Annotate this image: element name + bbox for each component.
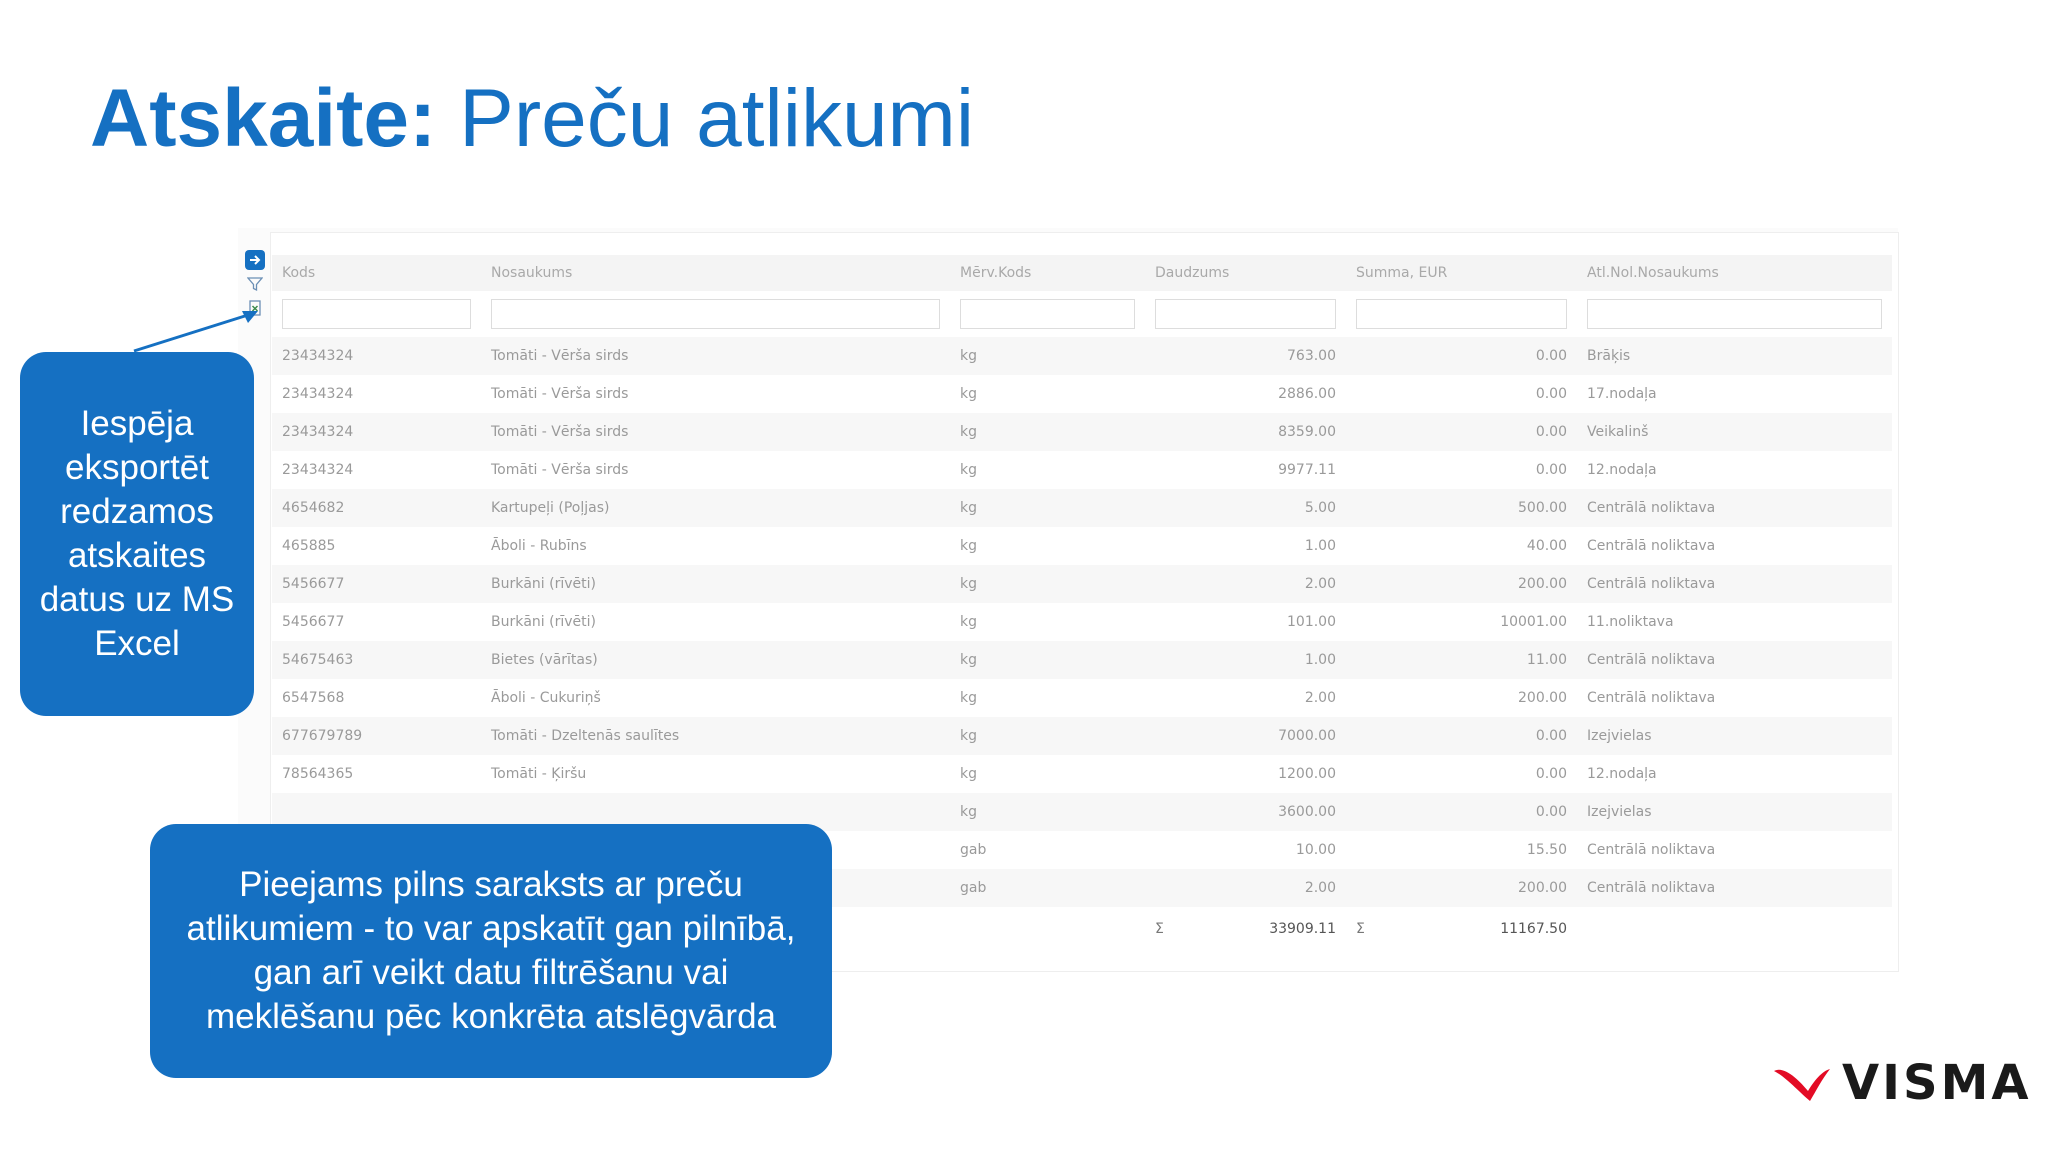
cell-summa: 0.00 [1346, 793, 1577, 831]
header-summa[interactable]: Summa, EUR [1346, 255, 1577, 291]
visma-logo [1770, 1055, 2032, 1111]
table-row[interactable] [272, 717, 1892, 755]
visma-logo-icon [1770, 1061, 1832, 1105]
cell-merv: kg [950, 451, 1145, 489]
filter-input-kods[interactable] [282, 299, 471, 329]
filter-cell [272, 291, 481, 337]
total-quantity [1145, 907, 1346, 951]
cell-nosaukums: Tomāti - Ķiršu [481, 755, 950, 793]
cell-daudzums: 8359.00 [1145, 413, 1346, 451]
cell-nosaukums: Tomāti - Vērša sirds [481, 451, 950, 489]
cell-merv: kg [950, 413, 1145, 451]
cell-kods: 23434324 [272, 451, 481, 489]
filter-cell [1577, 291, 1892, 337]
sigma-icon: Σ [1356, 921, 1365, 937]
cell-kods: 23434324 [272, 413, 481, 451]
table-row[interactable] [272, 565, 1892, 603]
cell-kods: 23434324 [272, 375, 481, 413]
cell-kods: 23434324 [272, 337, 481, 375]
cell-noliktava: Centrālā noliktava [1577, 869, 1892, 907]
cell-merv: kg [950, 489, 1145, 527]
cell-summa: 40.00 [1346, 527, 1577, 565]
title-light: Preču atlikumi [459, 73, 975, 164]
cell-merv: kg [950, 337, 1145, 375]
list-callout: Pieejams pilns saraksts ar preču atlikumiem - to var apskatīt gan pilnībā, gan arī veikt datu filtrēšanu vai meklēšanu pēc konkrēta atslēgvārda [150, 824, 832, 1078]
cell-nosaukums: Bietes (vārītas) [481, 641, 950, 679]
header-kods[interactable]: Kods [272, 255, 481, 291]
cell-daudzums: 10.00 [1145, 831, 1346, 869]
cell-daudzums: 2.00 [1145, 565, 1346, 603]
cell-kods: 78564365 [272, 755, 481, 793]
cell-kods: 5456677 [272, 565, 481, 603]
cell-merv: gab [950, 869, 1145, 907]
cell-daudzums: 2.00 [1145, 869, 1346, 907]
cell-summa: 0.00 [1346, 755, 1577, 793]
cell-daudzums: 1.00 [1145, 527, 1346, 565]
filter-cell [1145, 291, 1346, 337]
filter-input-daudzums[interactable] [1155, 299, 1336, 329]
cell-summa: 0.00 [1346, 337, 1577, 375]
table-row[interactable] [272, 679, 1892, 717]
cell-noliktava: Izejvielas [1577, 717, 1892, 755]
cell-noliktava: 12.nodaļa [1577, 755, 1892, 793]
cell-daudzums: 9977.11 [1145, 451, 1346, 489]
export-callout: Iespēja eksportēt redzamos atskaites datus uz MS Excel [20, 352, 254, 716]
cell-merv: kg [950, 755, 1145, 793]
cell-daudzums: 2.00 [1145, 679, 1346, 717]
cell-kods: 6547568 [272, 679, 481, 717]
cell-nosaukums: Tomāti - Dzeltenās saulītes [481, 717, 950, 755]
cell-kods: 4654682 [272, 489, 481, 527]
cell-nosaukums: Tomāti - Vērša sirds [481, 413, 950, 451]
cell-summa: 200.00 [1346, 869, 1577, 907]
cell-merv: kg [950, 793, 1145, 831]
table-row[interactable] [272, 755, 1892, 793]
cell-merv: kg [950, 717, 1145, 755]
cell-nosaukums: Tomāti - Vērša sirds [481, 337, 950, 375]
filter-icon[interactable] [245, 274, 265, 294]
totals-empty [950, 907, 1145, 951]
cell-merv: gab [950, 831, 1145, 869]
cell-summa: 500.00 [1346, 489, 1577, 527]
filter-input-merv-kods[interactable] [960, 299, 1135, 329]
cell-noliktava: Centrālā noliktava [1577, 831, 1892, 869]
cell-noliktava: Centrālā noliktava [1577, 489, 1892, 527]
cell-summa: 0.00 [1346, 451, 1577, 489]
cell-summa: 11.00 [1346, 641, 1577, 679]
cell-summa: 200.00 [1346, 679, 1577, 717]
total-sum-value: 11167.50 [1500, 921, 1567, 937]
cell-merv: kg [950, 641, 1145, 679]
cell-merv: kg [950, 375, 1145, 413]
cell-noliktava: Izejvielas [1577, 793, 1892, 831]
cell-summa: 200.00 [1346, 565, 1577, 603]
cell-daudzums: 1200.00 [1145, 755, 1346, 793]
table-row[interactable] [272, 527, 1892, 565]
cell-noliktava: Centrālā noliktava [1577, 679, 1892, 717]
table-row[interactable] [272, 603, 1892, 641]
filter-cell [950, 291, 1145, 337]
table-row[interactable] [272, 451, 1892, 489]
cell-merv: kg [950, 527, 1145, 565]
cell-kods: 465885 [272, 527, 481, 565]
header-merv-kods[interactable]: Mērv.Kods [950, 255, 1145, 291]
filter-input-summa[interactable] [1356, 299, 1567, 329]
total-sum [1346, 907, 1577, 951]
header-daudzums[interactable]: Daudzums [1145, 255, 1346, 291]
cell-noliktava: Brāķis [1577, 337, 1892, 375]
cell-kods: 5456677 [272, 603, 481, 641]
cell-noliktava: 17.nodaļa [1577, 375, 1892, 413]
table-row[interactable] [272, 641, 1892, 679]
cell-summa: 15.50 [1346, 831, 1577, 869]
cell-merv: kg [950, 679, 1145, 717]
table-row[interactable] [272, 413, 1892, 451]
cell-nosaukums: Tomāti - Vērša sirds [481, 375, 950, 413]
cell-noliktava: Centrālā noliktava [1577, 527, 1892, 565]
cell-summa: 10001.00 [1346, 603, 1577, 641]
cell-daudzums: 101.00 [1145, 603, 1346, 641]
visma-logo-text: VISMA [1842, 1055, 2032, 1111]
cell-daudzums: 5.00 [1145, 489, 1346, 527]
filter-cell [481, 291, 950, 337]
cell-daudzums: 763.00 [1145, 337, 1346, 375]
cell-daudzums: 1.00 [1145, 641, 1346, 679]
total-quantity-value: 33909.11 [1269, 921, 1336, 937]
title-bold: Atskaite: [90, 73, 437, 164]
cell-nosaukums: Burkāni (rīvēti) [481, 565, 950, 603]
cell-summa: 0.00 [1346, 413, 1577, 451]
header-atl-nol-nosaukums[interactable]: Atl.Nol.Nosaukums [1577, 255, 1892, 291]
cell-kods: 677679789 [272, 717, 481, 755]
cell-summa: 0.00 [1346, 717, 1577, 755]
table-header [272, 255, 1892, 291]
filter-input-nosaukums[interactable] [491, 299, 940, 329]
cell-merv: kg [950, 603, 1145, 641]
table-row[interactable] [272, 375, 1892, 413]
slide-title [90, 70, 974, 168]
cell-summa: 0.00 [1346, 375, 1577, 413]
cell-noliktava: 11.noliktava [1577, 603, 1892, 641]
cell-nosaukums: Burkāni (rīvēti) [481, 603, 950, 641]
cell-nosaukums: Kartupeļi (Poļjas) [481, 489, 950, 527]
table-row[interactable] [272, 337, 1892, 375]
cell-noliktava: Centrālā noliktava [1577, 565, 1892, 603]
table-row[interactable] [272, 489, 1892, 527]
sigma-icon: Σ [1155, 921, 1164, 937]
cell-daudzums: 3600.00 [1145, 793, 1346, 831]
export-icon[interactable] [245, 250, 265, 270]
cell-nosaukums: Āboli - Rubīns [481, 527, 950, 565]
filter-input-atl-nol[interactable] [1587, 299, 1882, 329]
cell-merv: kg [950, 565, 1145, 603]
arrow-icon [130, 305, 265, 355]
totals-empty [1577, 907, 1892, 951]
header-nosaukums[interactable]: Nosaukums [481, 255, 950, 291]
cell-daudzums: 2886.00 [1145, 375, 1346, 413]
cell-kods: 54675463 [272, 641, 481, 679]
filter-cell [1346, 291, 1577, 337]
cell-daudzums: 7000.00 [1145, 717, 1346, 755]
cell-noliktava: 12.nodaļa [1577, 451, 1892, 489]
cell-nosaukums: Āboli - Cukuriņš [481, 679, 950, 717]
cell-noliktava: Centrālā noliktava [1577, 641, 1892, 679]
filter-row [272, 291, 1892, 337]
cell-noliktava: Veikalinš [1577, 413, 1892, 451]
